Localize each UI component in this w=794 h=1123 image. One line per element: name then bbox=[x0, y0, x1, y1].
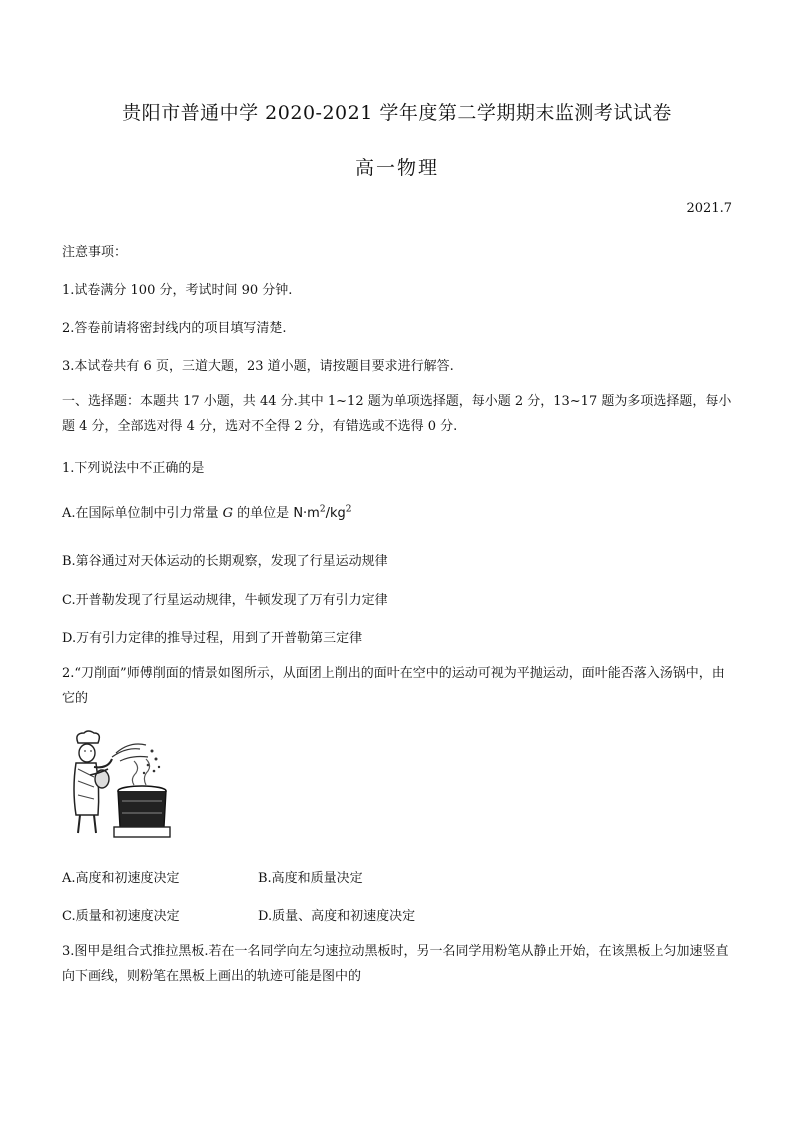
q2-stem: 2.“刀削面”师傅削面的情景如图所示，从面团上削出的面叶在空中的运动可视为平抛运动，面叶能否落入汤锅中，由它的 bbox=[62, 666, 725, 706]
exam-date: 2021.7 bbox=[686, 201, 732, 216]
chef-cutting-noodles-illustration bbox=[64, 729, 172, 841]
q1-option-a-exp2: 2 bbox=[345, 504, 352, 515]
exam-title: 贵阳市普通中学 2020-2021 学年度第二学期期末监测考试试卷 bbox=[122, 102, 672, 124]
q1-option-b: B.第谷通过对天体运动的长期观察，发现了行星运动规律 bbox=[62, 554, 388, 569]
q3-stem: 3.图甲是组合式推拉黑板.若在一名同学向左匀速拉动黑板时，另一名同学用粉笔从静止开始，在该黑板上匀加速竖直向下画线，则粉笔在黑板上画出的轨迹可能是图中的 bbox=[62, 944, 729, 984]
q1-option-a-var: G bbox=[222, 506, 234, 521]
q2-option-b: B.高度和质量决定 bbox=[258, 871, 363, 886]
q1-stem: 1.下列说法中不正确的是 bbox=[62, 461, 205, 476]
q1-option-d: D.万有引力定律的推导过程，用到了开普勒第三定律 bbox=[62, 631, 363, 646]
q2-option-a: A.高度和初速度决定 bbox=[62, 871, 180, 886]
exam-subject: 高一物理 bbox=[354, 157, 439, 179]
q1-option-a bbox=[62, 502, 351, 521]
notice-item-3: 3.本试卷共有 6 页，三道大题，23 道小题，请按题目要求进行解答. bbox=[62, 359, 454, 374]
notice-item-1: 1.试卷满分 100 分，考试时间 90 分钟. bbox=[62, 283, 293, 298]
q1-option-a-exp1: 2 bbox=[319, 504, 326, 515]
q2-option-d: D.质量、高度和初速度决定 bbox=[258, 909, 416, 924]
notice-heading: 注意事项： bbox=[62, 245, 128, 260]
q2-option-c: C.质量和初速度决定 bbox=[62, 909, 180, 924]
q1-option-c: C.开普勒发现了行星运动规律，牛顿发现了万有引力定律 bbox=[62, 593, 388, 608]
q1-option-a-prefix: A.在国际单位制中引力常量 bbox=[62, 506, 223, 521]
q1-option-a-slash: /kg bbox=[325, 506, 346, 521]
notice-item-2: 2.答卷前请将密封线内的项目填写清楚. bbox=[62, 321, 287, 336]
section1-intro: 一、选择题：本题共 17 小题，共 44 分.其中 1~12 题为单项选择题，每小题 2 分，13~17 题为多项选择题，每小题 4 分，全部选对得 4 分，选对不全得 2 分，有错选或不选得 0 分. bbox=[62, 394, 732, 434]
q1-option-a-mid: 的单位是 bbox=[233, 506, 294, 521]
q1-option-a-unit: N·m bbox=[293, 506, 320, 521]
